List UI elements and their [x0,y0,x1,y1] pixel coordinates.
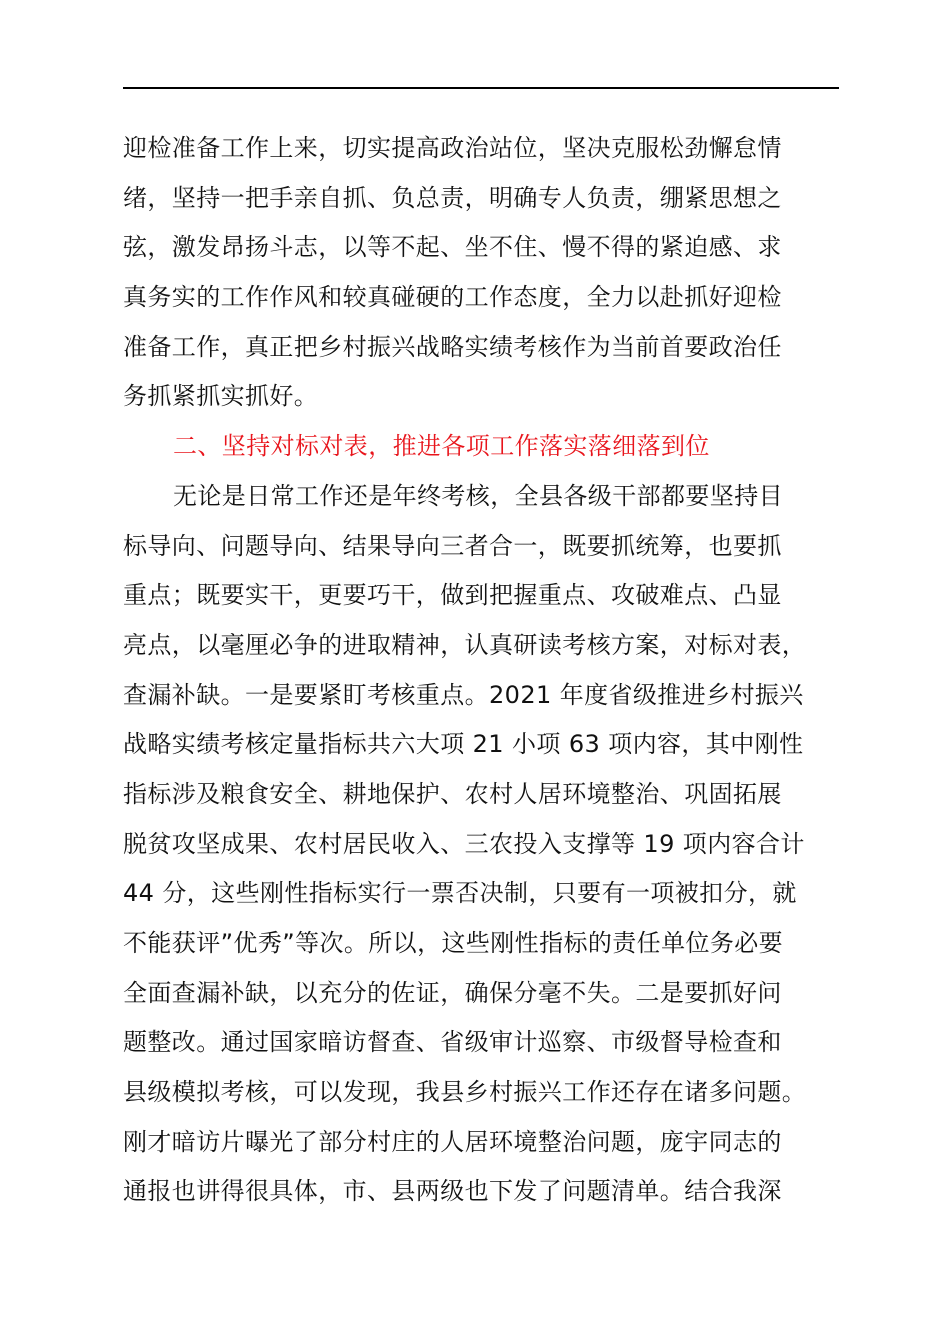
text-line: 准备工作，真正把乡村振兴战略实绩考核作为当前首要政治任 [123,332,782,361]
section-heading: 二、坚持对标对表，推进各项工作落实落细落到位 [173,432,710,461]
text-line: 弦，激发昂扬斗志，以等不起、坐不住、慢不得的紧迫感、求 [123,233,782,262]
text-line: 标导向、问题导向、结果导向三者合一，既要抓统筹，也要抓 [123,531,782,560]
text-line: 题整改。通过国家暗访督查、省级审计巡察、市级督导检查和 [123,1028,782,1057]
text-line: 不能获评”优秀”等次。所以，这些刚性指标的责任单位务必要 [123,929,784,957]
text-line: 刚才暗访片曝光了部分村庄的人居环境整治问题，庞宇同志的 [123,1127,782,1156]
text-line: 真务实的工作作风和较真碰硬的工作态度，全力以赴抓好迎检 [123,283,782,312]
text-line: 绪，坚持一把手亲自抓、负总责，明确专人负责，绷紧思想之 [123,183,782,212]
text-line: 全面查漏补缺，以充分的佐证，确保分毫不失。二是要抓好问 [123,978,782,1007]
text-line: 亮点，以毫厘必争的进取精神，认真研读考核方案，对标对表， [123,630,807,659]
text-line: 重点；既要实干，更要巧干，做到把握重点、攻破难点、凸显 [123,581,782,610]
text-line: 查漏补缺。一是要紧盯考核重点。2021 年度省级推进乡村振兴 [123,680,804,709]
text-line: 迎检准备工作上来，切实提高政治站位，坚决克服松劲懈怠情 [123,134,782,162]
text-line: 脱贫攻坚成果、农村居民收入、三农投入支撑等 19 项内容合计 [123,829,805,858]
text-line: 44 分，这些刚性指标实行一票否决制，只要有一项被扣分，就 [123,879,797,908]
document-body [123,124,863,1217]
text-line: 战略实绩考核定量指标共六大项 21 小项 63 项内容，其中刚性 [123,730,804,759]
text-line: 县级模拟考核，可以发现，我县乡村振兴工作还存在诸多问题。 [123,1078,807,1107]
text-line: 通报也讲得很具体，市、县两级也下发了问题清单。结合我深 [123,1177,782,1206]
paragraph-first-line: 无论是日常工作还是年终考核，全县各级干部都要坚持目 [173,481,783,510]
header-rule [123,87,839,89]
text-line: 务抓紧抓实抓好。 [123,382,319,411]
text-line: 指标涉及粮食安全、耕地保护、农村人居环境整治、巩固拓展 [123,779,782,808]
